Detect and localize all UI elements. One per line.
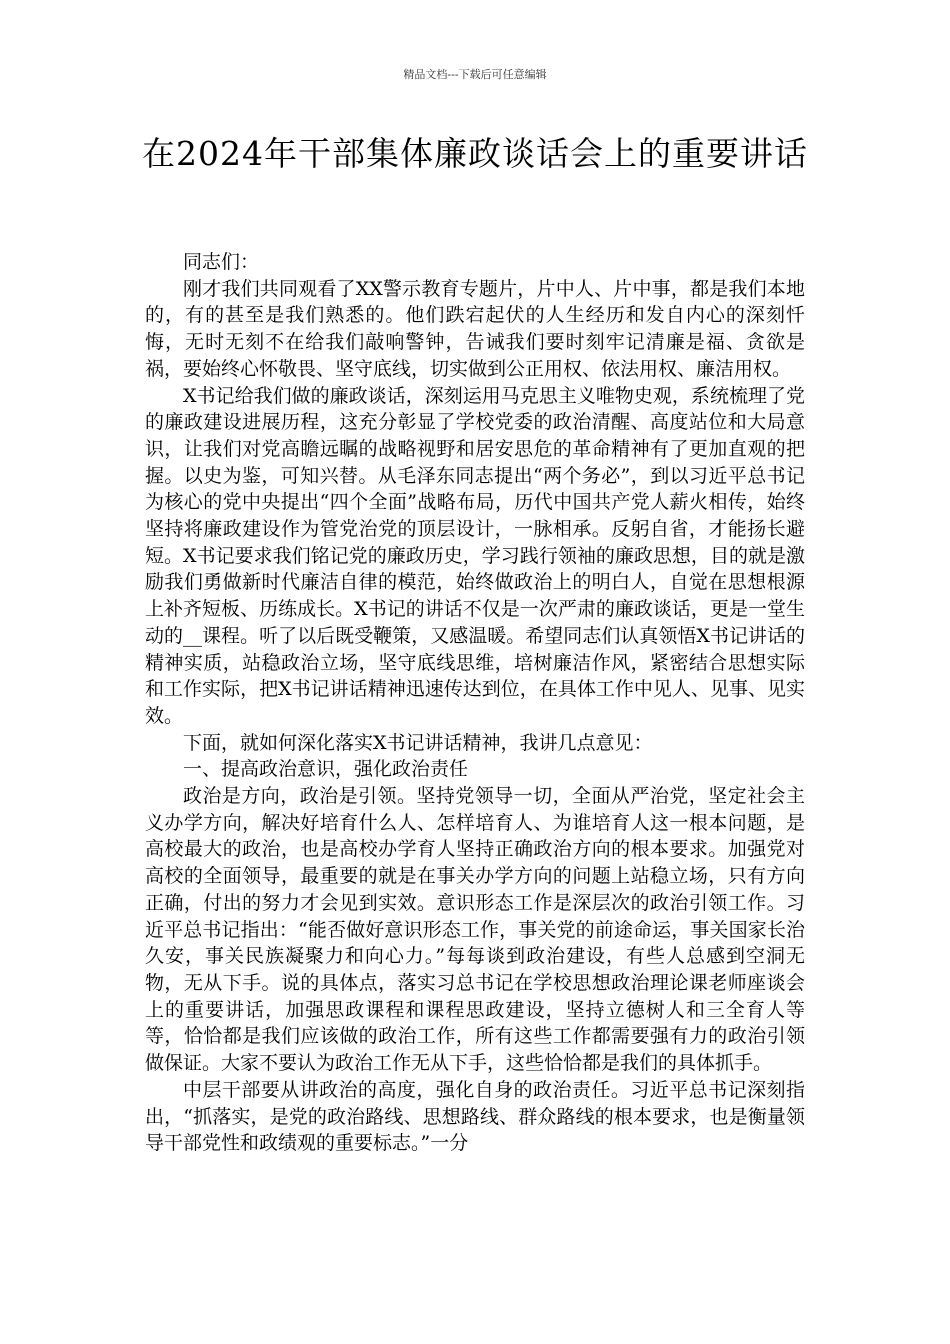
page-header: 精品文档---下载后可任意编辑	[403, 68, 547, 81]
paragraph: 刚才我们共同观看了XX警示教育专题片，片中人、片中事，都是我们本地的，有的甚至是我们熟悉的。他们跌宕起伏的人生经历和发自内心的深刻忏悔，无时无刻不在给我们敲响警钟，告诫我们要时刻牢记清廉是福、贪欲是祸，要始终心怀敬畏、坚守底线，切实做到公正用权、依法用权、廉洁用权。	[145, 277, 805, 380]
section-heading: 一、提高政治意识，强化政治责任	[183, 758, 469, 781]
paragraph: 下面，就如何深化落实X书记讲话精神，我讲几点意见：	[183, 731, 653, 754]
paragraph: X书记给我们做的廉政谈话，深刻运用马克思主义唯物史观，系统梳理了党的廉政建设进展历程，这充分彰显了学校党委的政治清醒、高度站位和大局意识，让我们对党高瞻远瞩的战略视野和居安思危的革命精神有了更加直观的把握。以史为鉴，可知兴替。从毛泽东同志提出“两个务必”，到以习近平总书记为核心的党中央提出“四个全面”战略布局，历代中国共产党人薪火相传，始终坚持将廉政建设作为管党治党的顶层设计，一脉相承。反躬自省，才能扬长避短。X书记要求我们铭记党的廉政历史，学习践行领袖的廉政思想，目的就是激励我们勇做新时代廉洁自律的模范，始终做政治上的明白人，自觉在思想根源上补齐短板、历练成长。X书记的讲话不仅是一次严肃的廉政谈话，更是一堂生动的__课程。听了以后既受鞭策，又感温暖。希望同志们认真领悟X书记讲话的精神实质，站稳政治立场，坚守底线思维，培树廉洁作风，紧密结合思想实际和工作实际，把X书记讲话精神迅速传达到位，在具体工作中见人、见事、见实效。	[145, 384, 805, 727]
document-title: 在2024年干部集体廉政谈话会上的重要讲话	[142, 134, 808, 173]
paragraph: 中层干部要从讲政治的高度，强化自身的政治责任。习近平总书记深刻指出，“抓落实，是党的政治路线、思想路线、群众路线的根本要求，也是衡量领导干部党性和政绩观的重要标志。”一分	[145, 1078, 805, 1155]
paragraph: 政治是方向，政治是引领。坚持党领导一切，全面从严治党，坚定社会主义办学方向，解决好培育什么人、怎样培育人、为谁培育人这一根本问题，是高校最大的政治，也是高校办学育人坚持正确政治方向的根本要求。加强党对高校的全面领导，最重要的就是在事关办学方向的问题上站稳立场，只有方向正确，付出的努力才会见到实效。意识形态工作是深层次的政治引领工作。习近平总书记指出：“能否做好意识形态工作，事关党的前途命运，事关国家长治久安，事关民族凝聚力和向心力。”每每谈到政治建设，有些人总感到空洞无物，无从下手。说的具体点，落实习总书记在学校思想政治理论课老师座谈会上的重要讲话，加强思政课程和课程思政建设，坚持立德树人和三全育人等等，恰恰都是我们应该做的政治工作，所有这些工作都需要强有力的政治引领做保证。大家不要认为政治工作无从下手，这些恰恰都是我们的具体抓手。	[145, 785, 805, 1075]
document-body	[145, 249, 805, 1157]
salutation: 同志们：	[183, 251, 260, 273]
